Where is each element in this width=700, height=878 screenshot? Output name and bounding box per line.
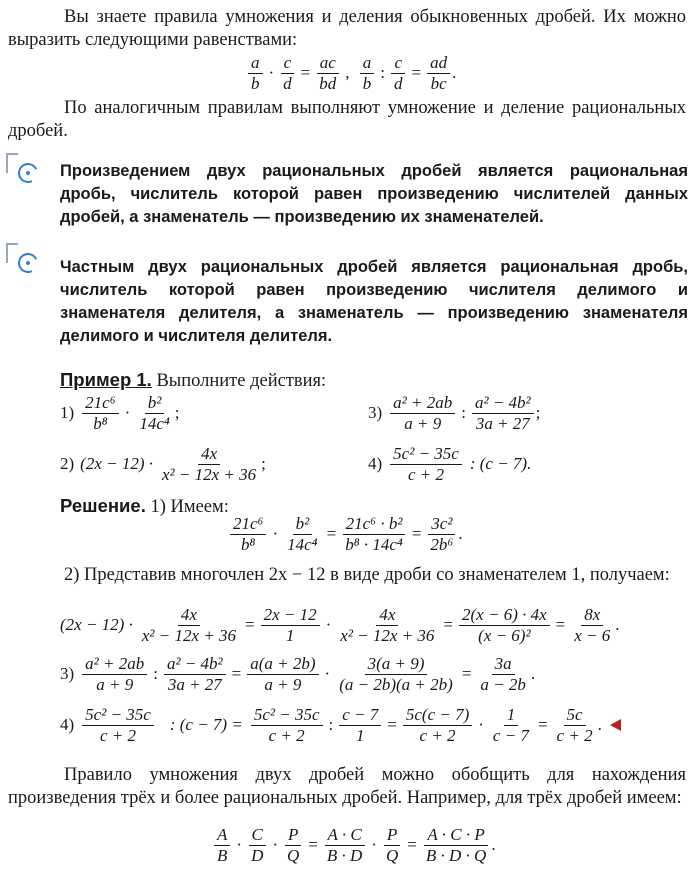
frac-num: ad [427, 54, 450, 74]
frac-num: a² − 4b² [472, 394, 534, 414]
frac-den: d [283, 73, 292, 93]
frac-num: 5c² − 35c [251, 706, 323, 726]
frac-num: P [384, 826, 400, 846]
frac-den: b [362, 73, 372, 93]
frac-num: 2x − 12 [261, 606, 320, 626]
intro-paragraph-2: По аналогичным правилам выполняют умножение и деление рациональных дробей. [8, 98, 686, 141]
definition-bracket [6, 243, 18, 263]
frac-num: a² + 2ab [390, 394, 455, 414]
frac-den: b⁸ · 14c⁴ [345, 534, 403, 554]
frac-den: b⁸ [93, 413, 108, 433]
frac-num: 21c⁶ · b² [343, 515, 406, 535]
frac-num: 1 [504, 706, 519, 726]
frac-den: c + 2 [99, 725, 137, 745]
eq-mid: : (c − 7) = [169, 715, 243, 735]
frac-den: (x − 6)² [478, 625, 531, 645]
task-number: 3) [368, 403, 383, 423]
frac-num: c [281, 54, 295, 74]
frac-den: a + 9 [264, 674, 302, 694]
frac-den: B · D [326, 845, 363, 865]
frac-num: 4x [178, 606, 200, 626]
frac-den: 14c⁴ [139, 413, 170, 433]
frac-den: b⁸ [241, 534, 256, 554]
frac-num: 21c⁶ [82, 394, 118, 414]
frac-num: 5c² − 35c [82, 706, 154, 726]
end-marker-icon [610, 719, 621, 731]
frac-den: bd [319, 73, 337, 93]
task-number: 2) [60, 454, 75, 474]
example-heading [60, 368, 686, 393]
solution-label: Решение. [60, 495, 146, 516]
task-tail: : (c − 7). [469, 454, 532, 474]
frac-den: x² − 12x + 36 [141, 625, 236, 645]
eq-lead: (2x − 12) · [60, 615, 133, 635]
frac-num: 4x [198, 445, 220, 465]
frac-den: 2b⁶ [430, 534, 454, 554]
solution-step-2: 2) Представив многочлен 2x − 12 в виде дроби со знаменателем 1, получаем: [64, 565, 670, 585]
example-title: Пример 1. [60, 369, 152, 390]
rule-equations: $\frac{a}{b}$ · $\frac{c}{d}$ = $\frac{ac}{bd}$ , $\frac{a}{b}$ : $\frac{c}{d}$ = $\frac{ad}{bc}$ . [246, 54, 456, 93]
task-3: 3) $\frac{\text{a² + 2ab}}{a + 9}$ : $\frac{\text{a² − 4b²}}{3a + 27}$ ; [368, 393, 541, 433]
solution-eq-3: 3) $\frac{\text{a² + 2ab}}{a + 9}$ : $\frac{\text{a² − 4b²}}{3a + 27}$ = $\frac{a(a + 2b)}{a + 9}$ · $\frac{3(a + 9)}{(a - 2b)(a + 2b)}$ = $\frac{3a}{a - 2b}$ . [60, 654, 536, 694]
eq-number: 4) [60, 715, 75, 735]
frac-den: c + 2 [419, 725, 456, 745]
solution-eq-2: (2x − 12) · $\frac{4x}{\text{x² − 12x + 36}}$ = $\frac{2x - 12}{1}$ · $\frac{4x}{\text{x² − 12x + 36}}$ = $\frac{2(x - 6) \cdot 4x}{\text{(x − 6)²}}$ = $\frac{8x}{x - 6}$ . [60, 605, 620, 645]
outro-paragraph: Правило умножения двух дробей можно обобщить для нахождения произведения трёх и более рациональных дробей. Например, для трёх дробей имеем: [8, 765, 686, 808]
frac-den: c + 2 [268, 725, 305, 745]
frac-den: a + 9 [404, 413, 442, 433]
frac-den: c − 7 [492, 725, 529, 745]
task-2: 2) (2x − 12) · $\frac{4x}{\text{x² − 12x + 36}}$ ; [60, 444, 266, 484]
frac-num: a [248, 54, 263, 74]
frac-den: Q [385, 845, 399, 865]
frac-num: 5c [564, 706, 586, 726]
frac-num: a(a + 2b) [247, 655, 318, 675]
frac-num: 4x [376, 606, 398, 626]
frac-num: 5c(c − 7) [403, 706, 472, 726]
definition-bracket [6, 153, 18, 173]
frac-num: P [285, 826, 301, 846]
frac-num: c [391, 54, 405, 74]
frac-den: c + 2 [407, 464, 445, 484]
task-number: 4) [368, 454, 383, 474]
frac-den: c + 2 [556, 725, 593, 745]
frac-den: 1 [285, 625, 295, 645]
frac-den: a − 2b [480, 674, 526, 694]
solution-step-1: 1) Имеем: [150, 497, 229, 517]
definition-icon [15, 250, 41, 276]
frac-den: a + 9 [96, 674, 134, 694]
frac-num: a² + 2ab [82, 655, 147, 675]
frac-den: B · D · Q [425, 845, 487, 865]
task-lead: (2x − 12) · [80, 454, 154, 474]
frac-num: b² [145, 394, 165, 414]
frac-num: C [249, 826, 266, 846]
frac-num: a [360, 54, 375, 74]
frac-den: x² − 12x + 36 [162, 464, 257, 484]
task-4 [368, 445, 531, 484]
frac-den: Q [287, 845, 300, 865]
frac-num: A [214, 826, 230, 846]
frac-den: 3a + 27 [475, 413, 530, 433]
solution-eq-4: 4) $\frac{\text{5c² − 35c}}{c + 2}$ : (c − 7) = $\frac{\text{5c² − 35c}}{c + 2}$ : $\frac{c - 7}{1}$ = $\frac{5c(c - 7)}{c + 2}$ · $\frac{1}{c - 7}$ = $\frac{5c}{c + 2}$ . [60, 706, 621, 745]
frac-num: 3a [492, 655, 515, 675]
frac-num: c − 7 [339, 706, 381, 726]
frac-num: 5c² − 35c [390, 445, 462, 465]
intro-paragraph: Вы знаете правила умножения и деления обыкновенных дробей. Их можно выразить следующими равенствами: [8, 7, 686, 50]
frac-num: A · C · P [424, 826, 487, 846]
frac-den: 14c⁴ [287, 534, 318, 554]
definition-quotient: Частным двух рациональных дробей является рациональная дробь, числитель которой равен произведению числителя делимого и знаменателя делителя, а знаменатель — произведению знаменателя делимого и числителя делителя. [60, 258, 688, 345]
frac-den: b [251, 73, 260, 93]
frac-den: 3a + 27 [167, 674, 222, 694]
frac-num: 2(x − 6) · 4x [459, 606, 550, 626]
frac-den: 1 [356, 725, 365, 745]
frac-num: 3c² [428, 515, 455, 535]
frac-den: x² − 12x + 36 [340, 625, 435, 645]
example-task: Выполните действия: [156, 371, 327, 391]
frac-num: b² [293, 515, 313, 535]
solution-eq-1: $\frac{\text{21c⁶}}{\text{b⁸}}$ · $\frac{\text{b²}}{\text{14c⁴}}$ = $\frac{\text{21c⁶ · b²}}{\text{b⁸ · 14c⁴}}$ = $\frac{\text{3c²}}{\text{2b⁶}}$ . [228, 515, 463, 554]
frac-den: d [394, 73, 403, 93]
frac-num: a² − 4b² [164, 655, 226, 675]
frac-den: B [217, 845, 228, 865]
definition-icon [15, 160, 41, 186]
frac-num: 21c⁶ [230, 515, 266, 535]
frac-den: D [251, 845, 264, 865]
definition-product: Произведением двух рациональных дробей является рациональная дробь, числитель которой равен произведению числителей данных дробей, а знаменатель — произведению их знаменателей. [60, 162, 688, 226]
frac-num: 8x [581, 606, 603, 626]
frac-num: ac [317, 54, 339, 74]
eq-number: 3) [60, 664, 75, 684]
task-1: 1) $\frac{\text{21c⁶}}{\text{b⁸}}$ · $\frac{\text{b²}}{\text{14c⁴}}$ ; [60, 393, 180, 433]
frac-num: 3(a + 9) [365, 655, 428, 675]
task-number: 1) [60, 403, 75, 423]
frac-den: (a − 2b)(a + 2b) [339, 674, 453, 694]
frac-den: x − 6 [574, 625, 611, 645]
outro-equation: $\frac{A}{B}$ · $\frac{C}{D}$ · $\frac{P}{Q}$ = $\frac{A \cdot C}{B \cdot D}$ · $\frac{P}{Q}$ = $\frac{A \cdot C \cdot P}{B \cdot D \cdot Q}$ . [212, 826, 496, 865]
frac-num: A · C [325, 826, 365, 846]
frac-den: bc [430, 73, 447, 93]
